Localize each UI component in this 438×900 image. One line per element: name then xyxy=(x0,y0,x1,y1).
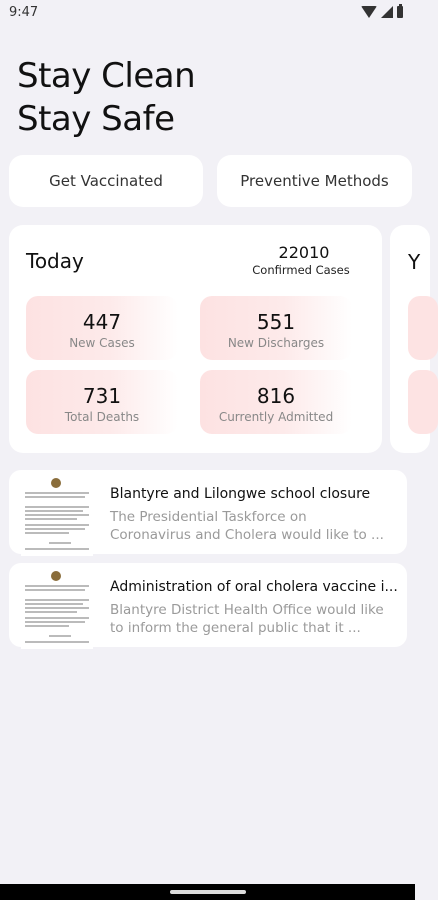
preventive-methods-button[interactable]: Preventive Methods xyxy=(217,155,412,207)
stat-tile-total-deaths xyxy=(26,370,178,434)
news-item[interactable] xyxy=(9,563,407,647)
today-stats-card[interactable] xyxy=(9,225,382,453)
stat-tile-new-cases xyxy=(26,296,178,360)
stat-label: New Discharges xyxy=(227,336,325,350)
status-icons xyxy=(361,6,403,18)
stat-value: 816 xyxy=(256,384,296,408)
wifi-icon xyxy=(361,6,377,18)
home-handle[interactable] xyxy=(170,890,246,894)
navigation-bar xyxy=(0,884,415,900)
status-bar xyxy=(0,0,415,28)
stat-label: New Cases xyxy=(69,336,135,350)
status-time: 9:47 xyxy=(9,5,39,20)
next-card-tile xyxy=(408,296,438,360)
next-stats-card[interactable] xyxy=(390,225,430,453)
stat-label: Total Deaths xyxy=(64,410,140,424)
news-item[interactable] xyxy=(9,470,407,554)
confirmed-cases-value: 22010 xyxy=(278,243,330,262)
seal-icon xyxy=(51,571,61,581)
seal-icon xyxy=(51,478,61,488)
stat-label: Currently Admitted xyxy=(218,410,334,424)
news-title: Blantyre and Lilongwe school closure xyxy=(110,486,371,502)
next-card-tile xyxy=(408,370,438,434)
title-line-2: Stay Safe xyxy=(17,99,175,139)
stat-tile-new-discharges xyxy=(200,296,352,360)
news-excerpt: The Presidential Taskforce on Coronavirus and Cholera would like to ... xyxy=(110,509,384,543)
stat-value: 731 xyxy=(82,384,122,408)
next-card-label: Y xyxy=(408,250,421,274)
battery-icon xyxy=(397,6,403,18)
news-excerpt: Blantyre District Health Office would like to inform the general public that it ... xyxy=(110,602,384,636)
stat-value: 447 xyxy=(82,310,122,334)
stat-value: 551 xyxy=(256,310,296,334)
confirmed-cases-label: Confirmed Cases xyxy=(252,263,350,277)
page-title xyxy=(17,55,195,141)
signal-icon xyxy=(381,6,393,18)
title-line-1: Stay Clean xyxy=(17,56,196,96)
today-label: Today xyxy=(26,249,84,273)
news-title: Administration of oral cholera vaccine i... xyxy=(110,579,398,595)
document-thumbnail xyxy=(21,569,93,649)
document-thumbnail xyxy=(21,476,93,556)
get-vaccinated-button[interactable]: Get Vaccinated xyxy=(9,155,203,207)
stat-tile-currently-admitted xyxy=(200,370,352,434)
